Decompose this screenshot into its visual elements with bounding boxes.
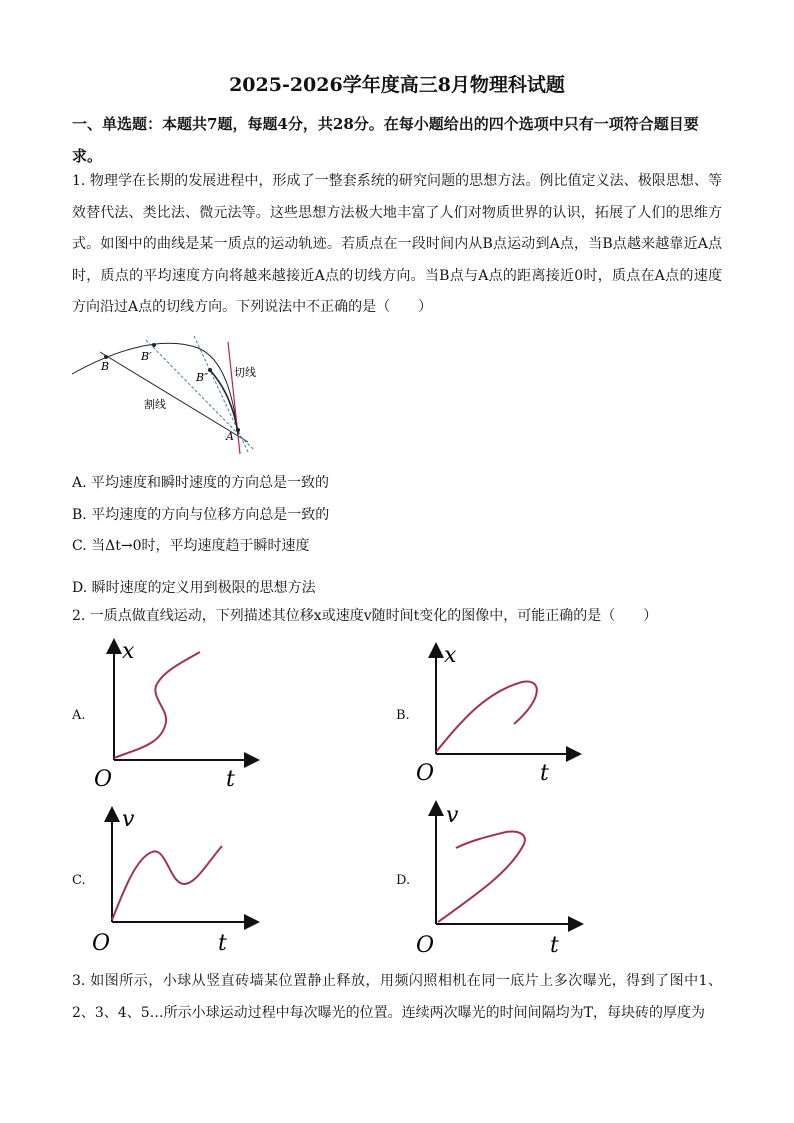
dashed-secant-b2 — [194, 336, 248, 452]
graph-b-curve — [436, 681, 537, 752]
graph-d-option: D. — [396, 873, 411, 888]
label-secant: 割线 — [144, 398, 166, 411]
graph-a-curve — [114, 652, 200, 758]
graph-b — [412, 640, 582, 790]
point-b1 — [152, 343, 156, 347]
graph-b-origin: O — [416, 761, 435, 786]
graph-d-xlabel: t — [550, 933, 559, 958]
graph-d-ylabel: v — [446, 803, 459, 828]
graph-d — [414, 800, 584, 960]
q1-option-a: A. 平均速度和瞬时速度的方向总是一致的 — [72, 475, 330, 491]
q1-trajectory-figure — [68, 334, 268, 456]
graph-a-origin: O — [94, 767, 113, 792]
point-b2 — [208, 368, 212, 372]
graph-c-ylabel: v — [122, 807, 135, 832]
question-2-text: 2. 一质点做直线运动，下列描述其位移x或速度v随时间t变化的图像中，可能正确的是（ ） — [72, 608, 658, 624]
label-b1: B′ — [141, 350, 152, 363]
graph-d-curve — [438, 832, 525, 923]
label-tangent: 切线 — [234, 366, 256, 379]
page-title: 2025-2026学年度高三8月物理科试题 — [229, 74, 565, 96]
label-b: B — [101, 360, 110, 373]
question-2 — [72, 601, 722, 633]
secant-line — [100, 352, 248, 442]
question-3-text: 3. 如图所示，小球从竖直砖墙某位置静止释放，用频闪照相机在同一底片上多次曝光，得到了图中1、2、3、4、5…所示小球运动过程中每次曝光的位置。连续两次曝光的时间间隔均为T，每块砖的厚度为 — [72, 973, 722, 1021]
graph-b-option: B. — [396, 708, 410, 723]
q1-option-d: D. 瞬时速度的定义用到极限的思想方法 — [72, 580, 316, 596]
graph-c-xlabel: t — [218, 931, 227, 956]
graph-b-xlabel: t — [540, 761, 549, 786]
q1-option-c: C. 当Δt→0时，平均速度趋于瞬时速度 — [72, 538, 310, 554]
label-a: A — [226, 430, 234, 443]
graph-c — [90, 806, 260, 956]
graph-c-curve — [112, 846, 222, 920]
q1-option-b: B. 平均速度的方向与位移方向总是一致的 — [72, 507, 330, 523]
section-heading: 一、单选题：本题共7题，每题4分，共28分。在每小题给出的四个选项中只有一项符合题目要求。 — [72, 115, 699, 165]
graph-a — [90, 636, 260, 796]
graph-d-origin: O — [416, 933, 435, 958]
label-b2: B″ — [196, 371, 209, 384]
point-b — [104, 355, 108, 359]
trajectory-arc-near-a — [210, 370, 238, 434]
question-1-text: 1. 物理学在长期的发展进程中，形成了一整套系统的研究问题的思想方法。例比值定义法、极限思想、等效替代法、类比法、微元法等。这些思想方法极大地丰富了人们对物质世界的认识，拓展了人们的思维方式。如图中的曲线是某一质点的运动轨迹。若质点在一段时间内从B点运动到A点，当B点越来越靠近A点时，质点的平均速度方向将越来越接近A点的切线方向。当B点与A点的距离接近0时，质点在A点的速度方向沿过A点的切线方向。下列说法中不正确的是（ ） — [72, 173, 722, 315]
point-a — [236, 428, 240, 432]
graph-a-ylabel: x — [122, 639, 135, 664]
graph-a-option: A. — [72, 708, 86, 723]
graph-c-option: C. — [72, 873, 86, 888]
question-1 — [72, 166, 722, 324]
graph-c-origin: O — [92, 931, 111, 956]
graph-b-ylabel: x — [444, 643, 457, 668]
question-3 — [72, 966, 722, 1029]
graph-a-xlabel: t — [226, 767, 235, 792]
